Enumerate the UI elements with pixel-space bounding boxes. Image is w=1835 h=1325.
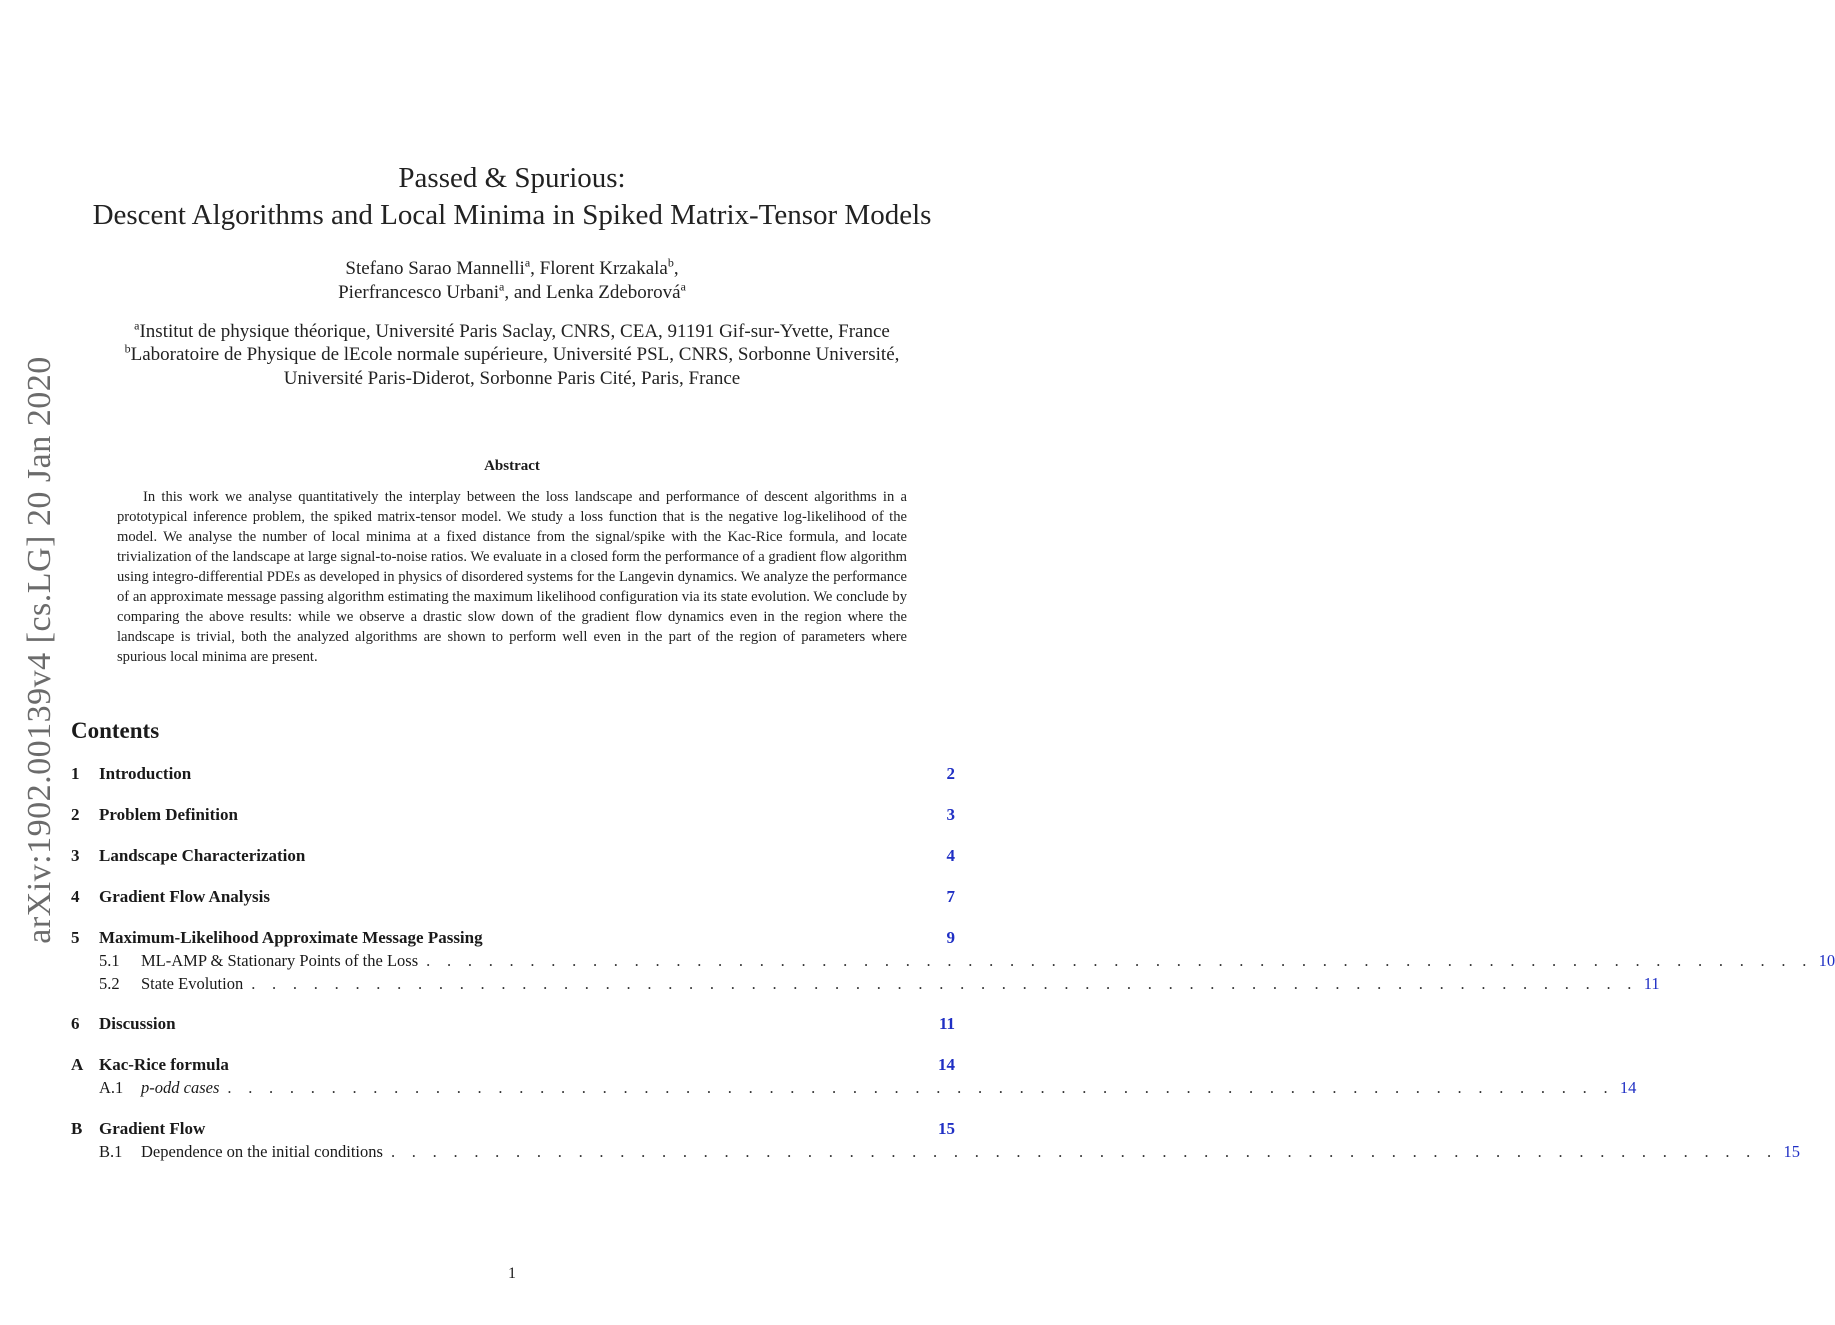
toc-leader-dots: . . . . . . . . . . . . . . . . . . . . . . . . . . . . . . . . . . . . . . . . . . . . . . . . . . . . . . . . . . . . . . . . . . . [390,1142,1778,1161]
page-number: 1 [508,1265,516,1282]
toc-number: 5.2 [99,974,120,993]
authors-comma: , [673,258,679,279]
toc-number: B.1 [99,1142,123,1161]
toc-label: Landscape Characterization [99,846,306,865]
authors-line-2 [60,280,964,305]
arxiv-stamp-text: arXiv:1902.00139v4 [cs.LG] 20 Jan 2020 [21,356,58,944]
toc-leader-dots: . . . . . . . . . . . . . . . . . . . . . . . . . . . . . . . . . . . . . . . . . . . . . . . . . . . . . . . . . . . . . . . . . . . [227,1078,1614,1097]
affiliation-a-marker: a [134,318,140,333]
toc-page-link[interactable]: 10 [1818,951,1835,970]
toc-number: 5 [71,928,80,947]
toc-page-link[interactable]: 3 [946,805,955,824]
author-krzakala: , Florent Krzakala [530,258,668,279]
paper-title-line-1: Passed & Spurious: [398,162,626,194]
affiliation-a-text: Institut de physique théorique, Université Paris Saclay, CNRS, CEA, 91191 Gif-sur-Yvette, France [139,321,890,342]
author-mannelli: Stefano Sarao Mannelli [345,258,525,279]
author-krzakala-affil: b [667,255,674,270]
affiliation-b-text: Laboratoire de Physique de lEcole normale supérieure, Université PSL, CNRS, Sorbonne Université, [130,344,900,365]
toc-number: 6 [71,1014,80,1033]
paper-title-line-2: Descent Algorithms and Local Minima in Spiked Matrix-Tensor Models [92,199,932,231]
toc-entry-initial-conditions[interactable] [71,1142,1800,1164]
toc-leader-dots: . . . . . . . . . . . . . . . . . . . . . . . . . . . . . . . . . . . . . . . . . . . . . . . . . . . . . . . . . . . . . . . . . . . [251,974,1638,993]
toc-number: 4 [71,887,80,906]
toc-number: A.1 [99,1078,124,1097]
toc-entry-p-odd-cases[interactable] [71,1078,1637,1100]
toc-label: p-odd cases [141,1078,220,1097]
toc-label: Dependence on the initial conditions [141,1142,383,1161]
contents-heading: Contents [71,718,160,743]
author-urbani: Pierfrancesco Urbani [338,282,500,303]
toc-number: 5.1 [99,951,120,970]
toc-entry-state-evolution[interactable] [71,974,1660,996]
toc-label: Introduction [99,764,192,783]
toc-number: A [71,1055,84,1074]
author-zdeborova-affil: a [680,279,686,294]
toc-number: B [71,1119,83,1138]
toc-label: ML-AMP & Stationary Points of the Loss [141,951,419,970]
toc-entry-kac-rice[interactable] [71,1055,955,1077]
toc-page-link[interactable]: 15 [1783,1142,1800,1161]
toc-entry-problem-definition[interactable] [71,805,955,827]
toc-entry-discussion[interactable] [71,1014,955,1036]
toc-page-link[interactable]: 11 [938,1014,955,1033]
toc-page-link[interactable]: 11 [1643,974,1660,993]
toc-number: 2 [71,805,80,824]
toc-entry-gradient-flow[interactable] [71,1119,955,1141]
affiliation-b-line-2: Université Paris-Diderot, Sorbonne Paris Cité, Paris, France [283,368,741,389]
toc-label: Kac-Rice formula [99,1055,229,1074]
toc-label: Maximum-Likelihood Approximate Message Passing [99,928,483,947]
toc-number: 1 [71,764,80,783]
author-mannelli-affil: a [524,255,531,270]
toc-number: 3 [71,846,80,865]
authors-line-1 [60,256,964,281]
affiliation-a [40,320,984,343]
author-zdeborova: , and Lenka Zdeborová [504,282,681,303]
toc-entry-landscape[interactable] [71,846,955,868]
toc-entry-gradient-flow-analysis[interactable] [71,887,955,909]
toc-page-link[interactable]: 14 [1619,1078,1637,1097]
toc-label: Gradient Flow [99,1119,206,1138]
affiliation-b [40,343,984,366]
affiliation-b-marker: b [124,341,131,356]
toc-entry-ml-amp[interactable] [71,928,955,950]
toc-label: Discussion [99,1014,176,1033]
toc-page-link[interactable]: 9 [946,928,955,947]
abstract-heading: Abstract [484,458,540,474]
abstract-body: In this work we analyse quantitatively the interplay between the loss landscape and performance of descent algorithms in a prototypical inference problem, the spiked matrix-tensor model. We study a loss function that is the negative log-likelihood of the model. We analyse the number of local minima at a fixed distance from the signal/spike with the Kac-Rice formula, and locate trivialization of the landscape at large signal-to-noise ratios. We evaluate in a closed form the performance of a gradient flow algorithm using integro-differential PDEs as developed in physics of disordered systems for the Langevin dynamics. We analyze the performance of an approximate message passing algorithm estimating the maximum likelihood configuration via its state evolution. We conclude by comparing the above results: while we observe a drastic slow down of the gradient flow dynamics even in the region where the landscape is trivial, both the analyzed algorithms are shown to perform well even in the part of the region of parameters where spurious local minima are present. [117,489,907,665]
toc-page-link[interactable]: 4 [946,846,955,865]
toc-label: Gradient Flow Analysis [99,887,270,906]
toc-page-link[interactable]: 15 [938,1119,955,1138]
toc-page-link[interactable]: 2 [946,764,955,783]
toc-leader-dots: . . . . . . . . . . . . . . . . . . . . . . . . . . . . . . . . . . . . . . . . . . . . . . . . . . . . . . . . . . . . . . . . . . . [426,951,1813,970]
author-urbani-affil: a [499,279,505,294]
toc-page-link[interactable]: 14 [938,1055,955,1074]
toc-entry-introduction[interactable] [71,764,955,786]
toc-page-link[interactable]: 7 [946,887,955,906]
toc-label: State Evolution [141,974,244,993]
toc-entry-ml-amp-stationary[interactable] [71,951,1835,973]
toc-label: Problem Definition [99,805,238,824]
